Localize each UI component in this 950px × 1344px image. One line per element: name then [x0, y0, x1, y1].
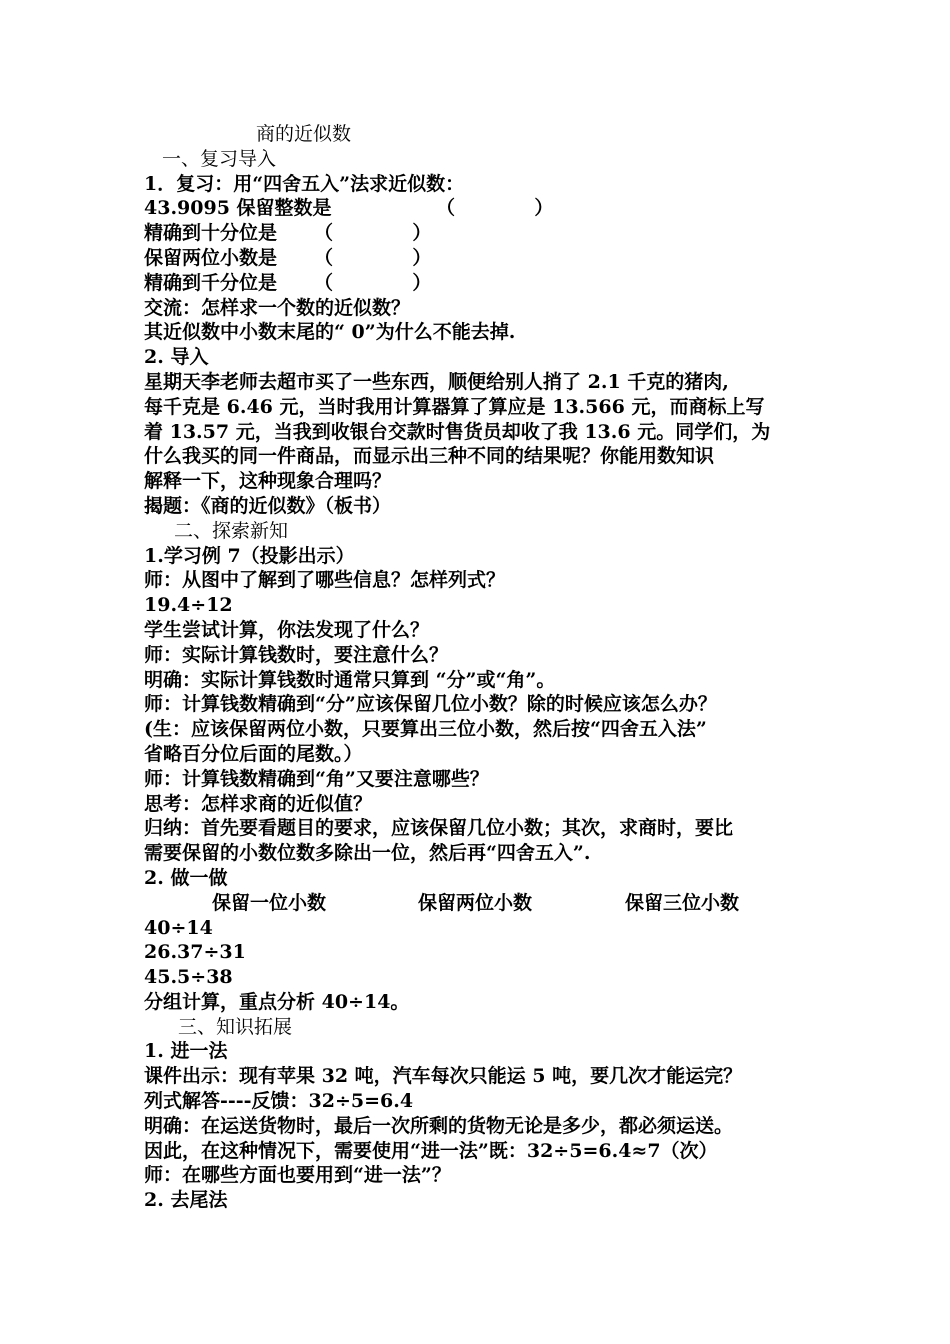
- practice-column-headers: [144, 891, 844, 916]
- story-paragraph-line: 着 13.57 元，当我到收银台交款时售货员却收了我 13.6 元。同学们，为: [144, 420, 771, 443]
- teacher-line: 师：实际计算钱数时，要注意什么？: [144, 643, 449, 666]
- intro-heading: 2. 导入: [144, 346, 209, 369]
- page-title: 商的近似数: [256, 123, 352, 145]
- column-header: 保留三位小数: [625, 891, 740, 914]
- answer-blank: （ ）: [314, 271, 432, 294]
- exercise-label: 保留两位小数是: [144, 246, 278, 269]
- story-paragraph-line: 解释一下，这种现象合理吗？: [144, 470, 392, 493]
- student-answer-line: (生：应该保留两位小数，只要算出三位小数，然后按“四舍五入法”: [144, 718, 707, 741]
- method-line: 因此，在这种情况下，需要使用“进一法”既：32÷5=6.4≈7（次）: [144, 1139, 718, 1162]
- topic-reveal: 揭题：《商的近似数》（板书）: [144, 494, 392, 517]
- summary-line: 需要保留的小数位数多除出一位，然后再“四舍五入”.: [144, 842, 591, 865]
- exercise-row: [144, 271, 844, 296]
- example-heading: 1.学习例 7（投影出示）: [144, 544, 355, 567]
- exercise-label: 精确到千分位是: [144, 271, 278, 294]
- method-line: 明确：在运送货物时，最后一次所剩的货物无论是多少，都必须运送。: [144, 1114, 734, 1137]
- method-line: 师：在哪些方面也要用到“进一法”？: [144, 1164, 451, 1187]
- exercise-row: [144, 246, 844, 271]
- story-paragraph-line: 什么我买的同一件商品，而显示出三种不同的结果呢？你能用数知识: [144, 445, 715, 468]
- column-header: 保留一位小数: [212, 891, 327, 914]
- method-line: 课件出示：现有苹果 32 吨，汽车每次只能运 5 吨，要几次才能运完？: [144, 1065, 743, 1088]
- teacher-line: 师：计算钱数精确到“角”又要注意哪些？: [144, 767, 489, 790]
- calculation: 19.4÷12: [144, 594, 233, 617]
- clarify-line: 明确：实际计算钱数时通常只算到 “分”或“角”。: [144, 668, 556, 691]
- section-heading-explore: 二、探索新知: [174, 519, 289, 542]
- student-line: 学生尝试计算，你法发现了什么？: [144, 618, 430, 641]
- column-header: 保留两位小数: [418, 891, 533, 914]
- think-line: 思考：怎样求商的近似值？: [144, 792, 373, 815]
- answer-blank: （ ）: [436, 197, 554, 220]
- practice-row: 26.37÷31: [144, 941, 246, 964]
- practice-row: 40÷14: [144, 916, 213, 939]
- group-calc-line: 分组计算，重点分析 40÷14。: [144, 990, 410, 1013]
- student-answer-line: 省略百分位后面的尾数。）: [144, 742, 363, 765]
- practice-row: 45.5÷38: [144, 966, 233, 989]
- section-heading-extension: 三、知识拓展: [178, 1015, 293, 1038]
- discussion-question: 交流：怎样求一个数的近似数？: [144, 296, 411, 319]
- teacher-line: 师：从图中了解到了哪些信息？怎样列式？: [144, 569, 506, 592]
- section-heading-review: 一、复习导入: [162, 147, 277, 170]
- story-paragraph-line: 每千克是 6.46 元，当时我用计算器算了算应是 13.566 元，而商标上写: [144, 395, 765, 418]
- exercise-row: [144, 221, 844, 246]
- exercise-label: 43.9095 保留整数是: [144, 197, 332, 220]
- answer-blank: （ ）: [314, 222, 432, 245]
- summary-line: 归纳：首先要看题目的要求，应该保留几位小数；其次，求商时，要比: [144, 817, 734, 840]
- practice-heading: 2. 做一做: [144, 866, 228, 889]
- document-page: [144, 122, 844, 1213]
- method-line: 列式解答----反馈：32÷5=6.4: [144, 1090, 414, 1113]
- discussion-question: 其近似数中小数末尾的“ 0”为什么不能去掉.: [144, 321, 516, 344]
- answer-blank: （ ）: [314, 246, 432, 269]
- exercise-row: [144, 196, 844, 221]
- teacher-line: 师：计算钱数精确到“分”应该保留几位小数？除的时候应该怎么办？: [144, 693, 717, 716]
- method-heading: 2. 去尾法: [144, 1189, 228, 1212]
- story-paragraph-line: 星期天李老师去超市买了一些东西，顺便给别人捎了 2.1 千克的猪肉,: [144, 370, 729, 393]
- exercise-label: 精确到十分位是: [144, 222, 278, 245]
- method-heading: 1. 进一法: [144, 1040, 228, 1063]
- review-heading: 1．复习：用“四舍五入”法求近似数：: [144, 172, 465, 195]
